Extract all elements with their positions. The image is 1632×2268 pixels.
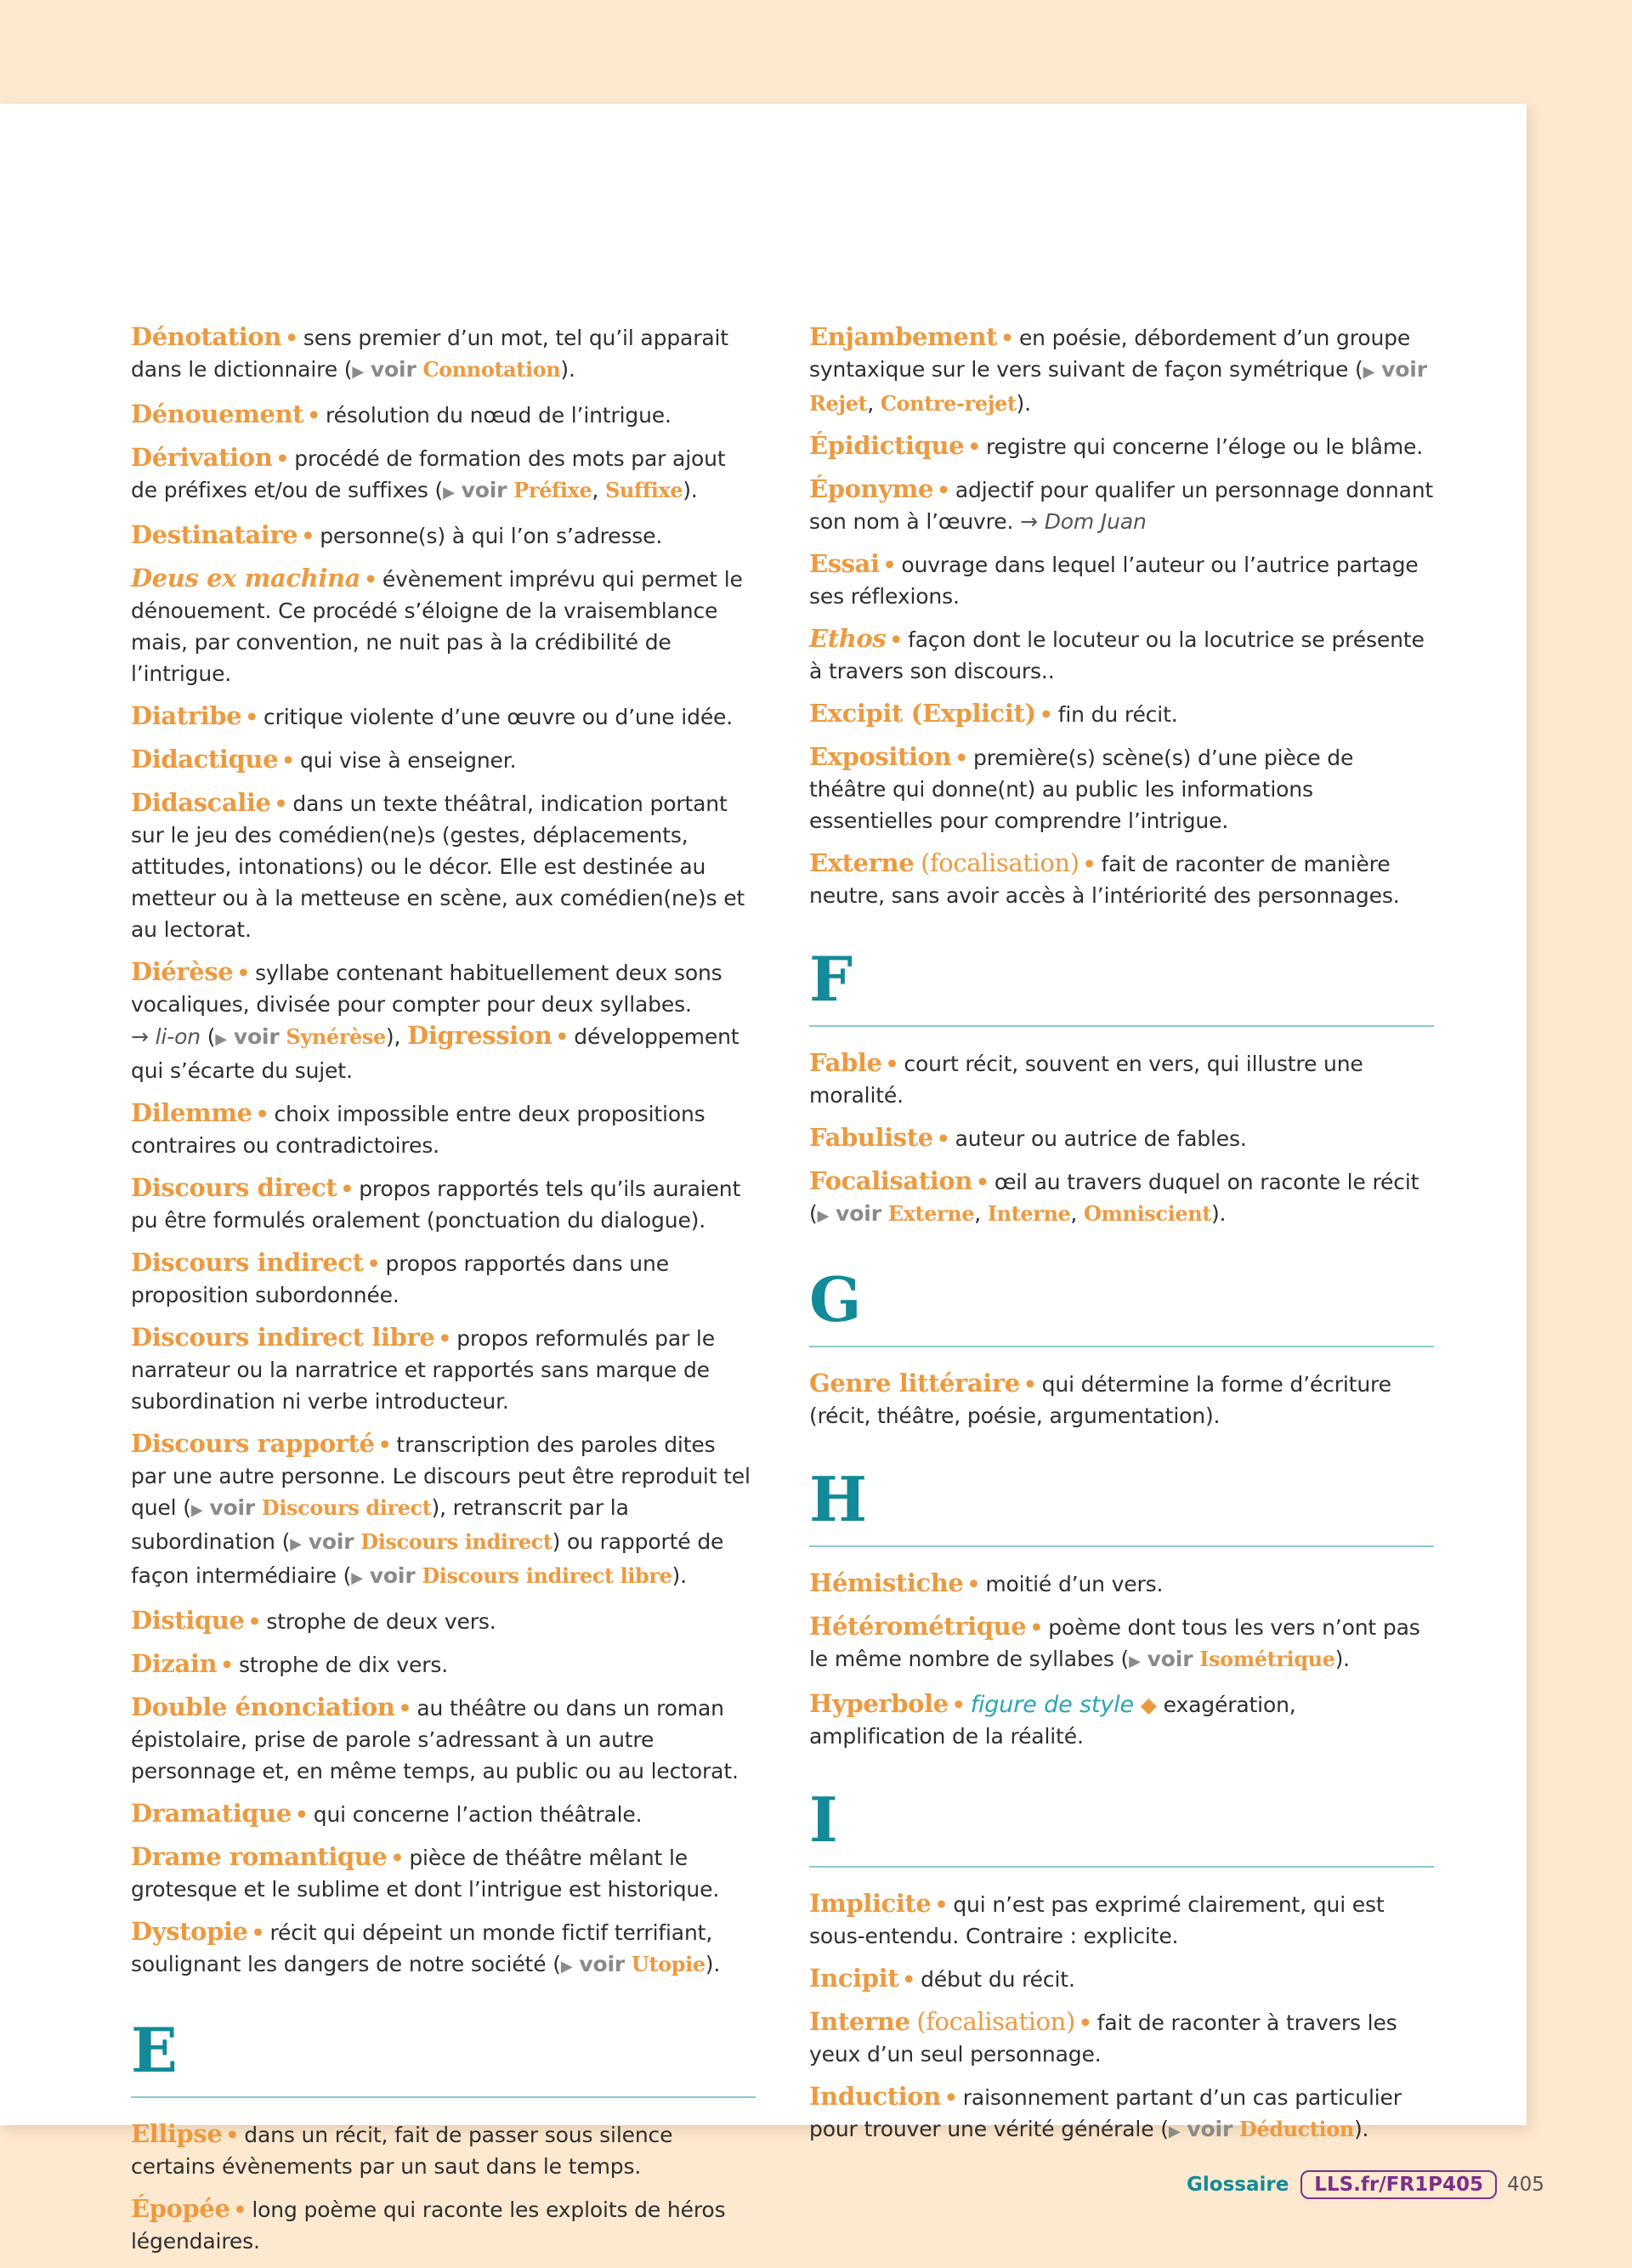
entry-text: ). bbox=[1334, 1647, 1350, 1671]
entry-definition: évènement imprévu qui permet le dénouement. Ce procédé s’éloigne de la vraisemblance mais, par convention, ne nuit pas à la crédibilité de l’intrigue. bbox=[131, 567, 743, 686]
entry-definition: début du récit. bbox=[921, 1967, 1075, 1992]
glossary-term: Interne bbox=[809, 2007, 910, 2036]
section-divider bbox=[809, 1025, 1434, 1027]
cross-reference-link[interactable]: Utopie bbox=[631, 1952, 706, 1976]
section-divider bbox=[809, 1545, 1434, 1547]
glossary-term: Dilemme bbox=[131, 1098, 252, 1127]
bullet-icon: • bbox=[233, 2197, 247, 2222]
entry-definition: court récit, souvent en vers, qui illustre une moralité. bbox=[809, 1052, 1363, 1108]
section-letter-block bbox=[809, 945, 1434, 1027]
glossary-term: Fable bbox=[809, 1048, 882, 1077]
glossary-entry bbox=[131, 1322, 756, 1417]
cross-reference-link[interactable]: Rejet bbox=[809, 391, 868, 416]
cross-reference-link[interactable]: Déduction bbox=[1238, 2117, 1354, 2141]
bullet-icon: • bbox=[937, 478, 950, 502]
term-qualifier: (focalisation) bbox=[916, 2007, 1075, 2036]
entry-definition: récit qui dépeint un monde fictif terrifiant, soulignant les dangers de notre société ( bbox=[131, 1920, 713, 1976]
entry-text: ), bbox=[385, 1024, 401, 1049]
section-letter-block bbox=[809, 1783, 1434, 1868]
bullet-icon: • bbox=[1000, 326, 1014, 350]
entry-definition: procédé de formation des mots par ajout de préfixes et/ou de suffixes ( bbox=[131, 446, 726, 502]
example-arrow-icon: → bbox=[1020, 509, 1045, 534]
footer-section-label: Glossaire bbox=[1187, 2174, 1289, 2196]
glossary-term: Implicite bbox=[809, 1889, 932, 1918]
entry-definition: fait de raconter de manière neutre, sans avoir accès à l’intériorité des personnages. bbox=[809, 852, 1400, 908]
voir-label: voir bbox=[209, 1495, 256, 1520]
entry-definition: en poésie, débordement d’un groupe syntaxique sur le vers suivant de façon symétrique ( bbox=[809, 326, 1411, 382]
glossary-entry: Enjambement • en poésie, débordement d’un groupe syntaxique sur le vers suivant de façon symétrique (▶ voir Rejet, Contre-rejet). bbox=[809, 322, 1427, 416]
bullet-icon: • bbox=[975, 1170, 989, 1194]
entry-definition: première(s) scène(s) d’une pièce de théâtre qui donne(nt) au public les informations essentielles pour comprendre l’intrigue. bbox=[809, 746, 1354, 833]
section-letter-block bbox=[131, 2016, 756, 2098]
entry-text: ). bbox=[560, 357, 575, 382]
entry-text: ). bbox=[1353, 2117, 1369, 2141]
glossary-term: Diatribe bbox=[131, 701, 242, 730]
glossary-entry bbox=[809, 1047, 1434, 1111]
glossary-entry bbox=[131, 1692, 756, 1787]
glossary-entry bbox=[809, 2006, 1434, 2070]
example-text: li-on bbox=[155, 1024, 201, 1049]
bullet-icon: • bbox=[889, 627, 904, 652]
cross-reference-link[interactable]: Discours indirect libre bbox=[422, 1563, 672, 1588]
cross-reference-link[interactable]: Omniscient bbox=[1084, 1201, 1211, 1226]
glossary-entry bbox=[131, 1798, 756, 1830]
section-letter: H bbox=[809, 1463, 868, 1535]
cross-reference-link[interactable]: Interne bbox=[987, 1201, 1071, 1226]
entry-text: ) ou rapporté de façon intermédiaire ( bbox=[131, 1529, 724, 1588]
bullet-icon: • bbox=[934, 1892, 949, 1917]
glossary-entry bbox=[131, 563, 756, 689]
voir-arrow-icon: ▶ bbox=[190, 1501, 203, 1519]
voir-label: voir bbox=[1187, 2117, 1233, 2141]
voir-label: voir bbox=[370, 357, 416, 382]
entry-definition: façon dont le locuteur ou la locutrice se présente à travers son discours.. bbox=[809, 627, 1425, 683]
entry-definition: propos rapportés dans une proposition subordonnée. bbox=[131, 1251, 669, 1307]
section-divider bbox=[131, 2096, 756, 2098]
cross-reference-link[interactable]: Discours indirect bbox=[360, 1529, 552, 1554]
entry-definition: propos reformulés par le narrateur ou la narratrice et rapportés sans marque de subordination ni verbe introducteur. bbox=[131, 1326, 715, 1414]
glossary-term: Hétérométrique bbox=[809, 1612, 1027, 1641]
bullet-icon: • bbox=[301, 524, 315, 548]
glossary-term: Épidictique bbox=[809, 431, 965, 460]
bullet-icon: • bbox=[1039, 702, 1053, 727]
entry-definition: œil au travers duquel on raconte le récit ( bbox=[809, 1170, 1420, 1226]
bullet-icon: • bbox=[944, 2085, 958, 2110]
glossary-term: Hémistiche bbox=[809, 1568, 964, 1597]
glossary-entry bbox=[809, 623, 1434, 687]
bullet-icon: • bbox=[951, 1692, 966, 1717]
glossary-entry bbox=[809, 698, 1434, 730]
example-arrow-icon: → bbox=[131, 1024, 156, 1049]
glossary-term: Dramatique bbox=[131, 1799, 292, 1828]
bullet-icon: • bbox=[1023, 1372, 1037, 1397]
entry-definition: développement qui s’écarte du sujet. bbox=[131, 1024, 740, 1083]
glossary-entry bbox=[131, 321, 756, 388]
entry-definition: qui vise à enseigner. bbox=[299, 748, 517, 773]
bullet-icon: • bbox=[955, 746, 969, 770]
bullet-icon: • bbox=[936, 1126, 950, 1151]
voir-arrow-icon: ▶ bbox=[817, 1207, 830, 1225]
glossary-term: Discours indirect libre bbox=[131, 1323, 435, 1352]
footer-web-link[interactable]: LLS.fr/FR1P405 bbox=[1300, 2170, 1497, 2199]
bullet-icon: • bbox=[555, 1024, 570, 1049]
voir-label: voir bbox=[1381, 357, 1427, 382]
glossary-entry: Dérivation • procédé de formation des mots par ajout de préfixes et/ou de suffixes (▶ voir Préfixe, Suffixe). bbox=[131, 443, 726, 502]
figure-label: figure de style bbox=[970, 1692, 1134, 1718]
entry-definition: fait de raconter à travers les yeux d’un seul personnage. bbox=[809, 2010, 1397, 2067]
entry-text: ). bbox=[705, 1952, 721, 1976]
glossary-entry: Diérèse • syllabe contenant habituellement deux sons vocaliques, divisée pour compter pour deux syllabes. → li-on (▶ voir Synérèse), Digression • développement qui s’écarte du sujet. bbox=[131, 957, 740, 1083]
glossary-term: Ellipse bbox=[131, 2119, 223, 2148]
glossary-term: Destinataire bbox=[131, 520, 298, 549]
voir-arrow-icon: ▶ bbox=[351, 1569, 363, 1587]
entry-text: ). bbox=[1016, 391, 1031, 416]
glossary-term: Externe bbox=[809, 848, 915, 877]
glossary-entry bbox=[131, 1648, 756, 1681]
voir-label: voir bbox=[308, 1529, 354, 1554]
entry-definition: raisonnement partant d’un cas particulier pour trouver une vérité générale ( bbox=[809, 2085, 1402, 2141]
glossary-entry bbox=[131, 2193, 756, 2257]
glossary-entry bbox=[131, 1916, 756, 1982]
bullet-icon: • bbox=[245, 705, 259, 729]
voir-arrow-icon: ▶ bbox=[352, 363, 365, 381]
glossary-entry bbox=[131, 1605, 756, 1637]
glossary-entry bbox=[809, 548, 1434, 612]
term-qualifier: (focalisation) bbox=[921, 848, 1080, 877]
section-letter: G bbox=[809, 1263, 862, 1335]
diamond-icon: ◆ bbox=[1133, 1692, 1164, 1717]
glossary-term: Exposition bbox=[809, 742, 952, 771]
glossary-entry bbox=[131, 1172, 756, 1236]
entry-definition: qui concerne l’action théâtrale. bbox=[313, 1802, 643, 1827]
glossary-term: Fabuliste bbox=[809, 1123, 933, 1152]
glossary-entry bbox=[131, 399, 756, 431]
entry-definition: adjectif pour qualifer un personnage donnant son nom à l’œuvre. bbox=[809, 478, 1434, 534]
bullet-icon: • bbox=[438, 1326, 452, 1351]
glossary-term: Incipit bbox=[809, 1964, 899, 1993]
bullet-icon: • bbox=[1082, 852, 1096, 876]
glossary-term: Genre littéraire bbox=[809, 1369, 1020, 1398]
entry-text: ). bbox=[672, 1563, 687, 1588]
entry-definition: long poème qui raconte les exploits de héros légendaires. bbox=[131, 2197, 726, 2254]
glossary-entry bbox=[131, 1247, 756, 1311]
glossary-entry bbox=[809, 1568, 1434, 1600]
glossary-entry bbox=[809, 430, 1434, 462]
bullet-icon: • bbox=[274, 791, 288, 816]
glossary-term: Essai bbox=[809, 549, 880, 578]
bullet-icon: • bbox=[364, 567, 377, 592]
entry-definition: personne(s) à qui l’on s’adresse. bbox=[320, 524, 663, 548]
entry-definition: au théâtre ou dans un roman épistolaire, prise de parole s’adressant à un autre personnage et, en même temps, au public ou au lectorat. bbox=[131, 1696, 739, 1783]
glossary-term: Dénotation bbox=[131, 322, 282, 351]
bullet-icon: • bbox=[294, 1802, 309, 1827]
bullet-icon: • bbox=[307, 403, 321, 428]
voir-label: voir bbox=[369, 1563, 416, 1588]
entry-definition: critique violente d’une œuvre ou d’une idée. bbox=[264, 705, 734, 729]
glossary-term: Double énonciation bbox=[131, 1692, 395, 1721]
glossary-entry bbox=[131, 2118, 756, 2182]
bullet-icon: • bbox=[967, 434, 982, 459]
cross-reference-link[interactable]: Externe bbox=[887, 1201, 975, 1226]
entry-text: ). bbox=[683, 478, 698, 502]
glossary-entry bbox=[809, 741, 1434, 836]
voir-arrow-icon: ▶ bbox=[215, 1030, 228, 1048]
bullet-icon: • bbox=[398, 1696, 412, 1721]
glossary-term: Ethos bbox=[809, 624, 887, 653]
cross-reference-link[interactable]: Isométrique bbox=[1199, 1647, 1335, 1671]
bullet-icon: • bbox=[366, 1251, 381, 1276]
bullet-icon: • bbox=[1029, 1615, 1044, 1640]
entry-definition: auteur ou autrice de fables. bbox=[955, 1126, 1247, 1151]
bullet-icon: • bbox=[885, 1052, 899, 1076]
glossary-term: Excipit (Explicit) bbox=[809, 699, 1036, 728]
glossary-term: Hyperbole bbox=[809, 1689, 949, 1718]
glossary-entry bbox=[131, 744, 756, 776]
bullet-icon: • bbox=[225, 2123, 240, 2147]
bullet-icon: • bbox=[377, 1432, 392, 1457]
left-column bbox=[131, 321, 756, 2268]
cross-reference-link[interactable]: Suffixe bbox=[604, 478, 683, 502]
glossary-entry bbox=[809, 1888, 1434, 1952]
entry-definition: qui n’est pas exprimé clairement, qui est sous-entendu. Contraire : explicite. bbox=[809, 1892, 1385, 1948]
glossary-entry bbox=[809, 848, 1434, 911]
cross-reference-link[interactable]: Discours direct bbox=[261, 1495, 432, 1520]
voir-arrow-icon: ▶ bbox=[1129, 1653, 1141, 1670]
bullet-icon: • bbox=[251, 1920, 265, 1945]
glossary-term: Discours rapporté bbox=[131, 1429, 375, 1458]
bullet-icon: • bbox=[902, 1967, 916, 1992]
glossary-term: Éponyme bbox=[809, 474, 933, 503]
glossary-entry bbox=[809, 1688, 1434, 1752]
voir-label: voir bbox=[461, 478, 507, 502]
entry-text: ). bbox=[1210, 1201, 1227, 1226]
section-divider bbox=[809, 1866, 1434, 1868]
entry-definition: moitié d’un vers. bbox=[985, 1572, 1164, 1596]
section-letter: I bbox=[809, 1783, 838, 1856]
bullet-icon: • bbox=[340, 1177, 354, 1201]
entry-text: ), retranscrit par la subordination ( bbox=[131, 1495, 629, 1554]
glossary-term: Dystopie bbox=[131, 1917, 248, 1946]
voir-label: voir bbox=[579, 1952, 626, 1976]
glossary-term: Induction bbox=[809, 2082, 941, 2111]
glossary-entry: Focalisation • œil au travers duquel on raconte le récit (▶ voir Externe, Interne, Omniscient). bbox=[809, 1166, 1420, 1226]
entry-definition: poème dont tous les vers n’ont pas le même nombre de syllabes ( bbox=[809, 1615, 1420, 1671]
entry-definition: dans un texte théâtral, indication portant sur le jeu des comédien(ne)s (gestes, déplacements, attitudes, intonations) ou le décor. Elle est destinée au metteur ou à la metteuse en scène, aux comédien(ne)s et au lectorat. bbox=[131, 791, 745, 942]
example-text: Dom Juan bbox=[1044, 509, 1147, 534]
entry-definition: propos rapportés tels qu’ils auraient pu être formulés oralement (ponctuation du dialogue). bbox=[131, 1177, 741, 1233]
bullet-icon: • bbox=[220, 1653, 234, 1677]
section-letter: E bbox=[131, 2014, 178, 2086]
bullet-icon: • bbox=[275, 446, 290, 471]
glossary-term: Discours direct bbox=[131, 1173, 337, 1202]
glossary-entry bbox=[809, 2081, 1434, 2147]
entry-definition: choix impossible entre deux propositions contraires ou contradictoires. bbox=[131, 1102, 706, 1158]
entry-definition: dans un récit, fait de passer sous silence certains évènements par un saut dans le temps. bbox=[131, 2123, 673, 2179]
right-column bbox=[809, 321, 1434, 2158]
entry-definition: pièce de théâtre mêlant le grotesque et le sublime et dont l’intrigue est historique. bbox=[131, 1846, 720, 1902]
bullet-icon: • bbox=[285, 326, 298, 350]
glossary-term: Deus ex machina bbox=[131, 564, 361, 593]
glossary-term: Didactique bbox=[131, 745, 279, 774]
glossary-term: Diérèse bbox=[131, 957, 234, 986]
entry-definition: résolution du nœud de l’intrigue. bbox=[326, 403, 672, 428]
cross-reference-link[interactable]: Connotation bbox=[422, 357, 561, 382]
section-letter: F bbox=[809, 943, 853, 1015]
glossary-term: Dérivation bbox=[131, 443, 273, 472]
glossary-entry bbox=[131, 519, 756, 552]
glossary-entry bbox=[131, 787, 756, 945]
voir-arrow-icon: ▶ bbox=[560, 1958, 573, 1976]
voir-arrow-icon: ▶ bbox=[443, 484, 455, 502]
section-letter-block bbox=[809, 1263, 1434, 1347]
bullet-icon: • bbox=[966, 1572, 981, 1596]
page-number: 405 bbox=[1506, 2174, 1544, 2196]
glossary-term: Enjambement bbox=[809, 322, 998, 351]
voir-arrow-icon: ▶ bbox=[290, 1535, 302, 1553]
voir-arrow-icon: ▶ bbox=[1363, 363, 1375, 381]
bullet-icon: • bbox=[247, 1609, 262, 1634]
entry-definition: qui détermine la forme d’écriture (récit, théâtre, poésie, argumentation). bbox=[809, 1372, 1391, 1428]
glossary-entry bbox=[809, 473, 1434, 537]
glossary-entry bbox=[809, 1611, 1434, 1677]
glossary-entry bbox=[809, 1368, 1434, 1432]
glossary-entry bbox=[131, 700, 756, 733]
section-divider bbox=[809, 1346, 1434, 1347]
entry-definition: sens premier d’un mot, tel qu’il apparait dans le dictionnaire ( bbox=[131, 326, 728, 382]
glossary-term: Dénouement bbox=[131, 400, 304, 428]
glossary-entry bbox=[131, 1097, 756, 1161]
voir-label: voir bbox=[233, 1024, 280, 1049]
page-footer bbox=[1187, 2168, 1544, 2202]
entry-definition: exagération, amplification de la réalité. bbox=[809, 1692, 1296, 1749]
glossary-term: Drame romantique bbox=[131, 1842, 388, 1871]
glossary-entry bbox=[131, 1428, 756, 1594]
entry-definition: strophe de dix vers. bbox=[238, 1653, 449, 1677]
glossary-entry bbox=[809, 1963, 1434, 1995]
glossary-term: Discours indirect bbox=[131, 1248, 364, 1277]
glossary-term: Focalisation bbox=[809, 1166, 972, 1195]
bullet-icon: • bbox=[390, 1846, 405, 1870]
glossary-term: Distique bbox=[131, 1606, 245, 1635]
entry-definition: fin du récit. bbox=[1057, 702, 1178, 727]
entry-definition: strophe de deux vers. bbox=[266, 1609, 496, 1634]
voir-label: voir bbox=[836, 1201, 881, 1226]
entry-definition: transcription des paroles dites par une autre personne. Le discours peut être reproduit tel quel ( bbox=[131, 1432, 751, 1520]
bullet-icon: • bbox=[1078, 2010, 1092, 2035]
entry-definition: syllabe contenant habituellement deux sons vocaliques, divisée pour compter pour deux syllabes. bbox=[131, 961, 722, 1017]
voir-label: voir bbox=[1147, 1647, 1193, 1671]
bullet-icon: • bbox=[281, 748, 295, 773]
section-letter-block bbox=[809, 1463, 1434, 1547]
bullet-icon: • bbox=[236, 961, 251, 985]
cross-reference-link[interactable]: Préfixe bbox=[513, 478, 592, 502]
bullet-icon: • bbox=[255, 1102, 269, 1126]
bullet-icon: • bbox=[882, 553, 897, 577]
voir-arrow-icon: ▶ bbox=[1168, 2123, 1181, 2140]
glossary-entry bbox=[131, 1841, 756, 1905]
entry-definition: registre qui concerne l’éloge ou le blâme. bbox=[986, 434, 1424, 459]
cross-reference-link[interactable]: Synérèse bbox=[286, 1024, 386, 1049]
glossary-term: Dizain bbox=[131, 1649, 218, 1678]
entry-definition: ouvrage dans lequel l’auteur ou l’autrice partage ses réflexions. bbox=[809, 553, 1419, 609]
glossary-term: Épopée bbox=[131, 2194, 230, 2223]
glossary-term: Digression bbox=[407, 1021, 552, 1050]
glossary-entry bbox=[809, 1122, 1434, 1154]
glossary-term: Didascalie bbox=[131, 788, 271, 817]
cross-reference-link[interactable]: Contre-rejet bbox=[880, 391, 1017, 416]
